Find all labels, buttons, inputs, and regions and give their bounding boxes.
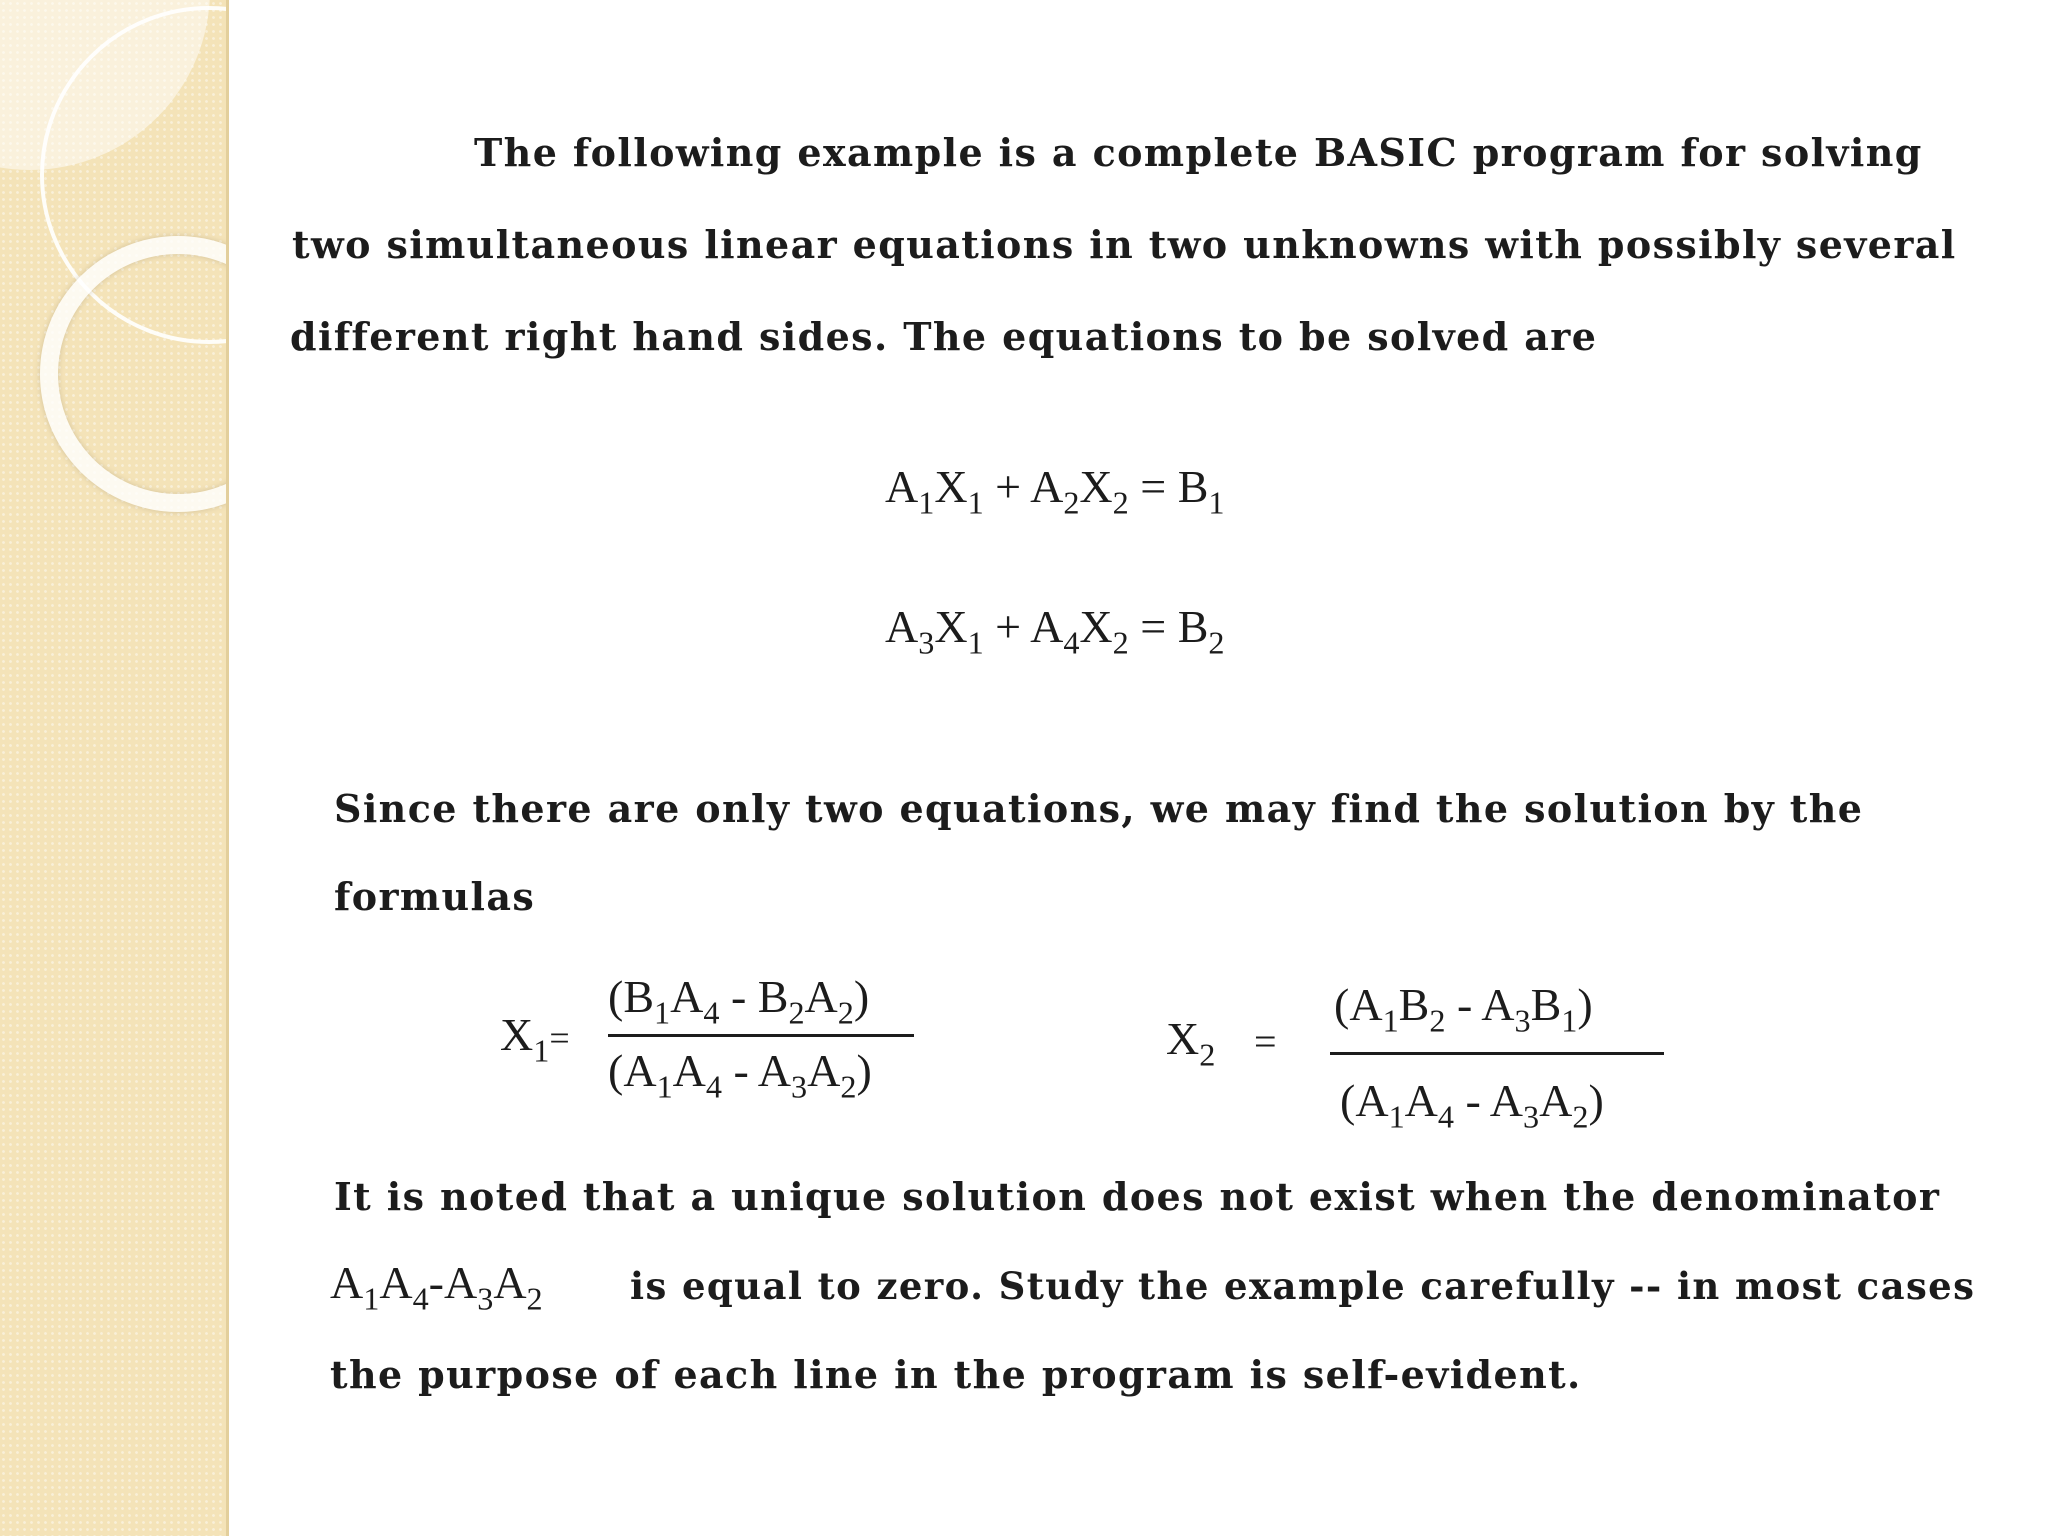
para3-line3: the purpose of each line in the program is self-evident. [330,1352,1582,1397]
para2-line2: formulas [334,874,536,919]
para1-line2: two simultaneous linear equations in two unknowns with possibly several [292,222,1957,267]
formula-x2-denominator: $(A_1A_4 - A_3A_2)$ [1340,1075,1604,1135]
formula-x1-fraction-bar [608,1034,914,1037]
formula-x2-lhs: $X_2$ [1166,1013,1216,1073]
para2-line1: Since there are only two equations, we may find the solution by the [334,786,1864,831]
decorative-ring-small [40,236,228,512]
para1-line3: different right hand sides. The equations to be solved are [290,314,1598,359]
equation-1: $A_1X_1 + A_2X_2 = B_1$ [885,461,1225,521]
formula-x1-numerator: $(B_1A_4 - B_2A_2)$ [608,971,870,1031]
para3-line1: It is noted that a unique solution does not exist when the denominator [334,1174,1941,1219]
para1-line1: The following example is a complete BASIC program for solving [474,130,1923,175]
formula-x1-lhs: $X_1=$ [500,1009,570,1069]
decorative-sidebar [0,0,228,1536]
denominator-expression: $A_1A_4-A_3A_2$ [330,1257,543,1317]
para3-line2: is equal to zero. Study the example carefully -- in most cases [630,1264,1976,1308]
formula-x2-fraction-bar [1330,1052,1664,1055]
formula-x2-numerator: $(A_1B_2 - A_3B_1)$ [1334,979,1593,1039]
formula-x1-denominator: $(A_1A_4 - A_3A_2)$ [608,1045,872,1105]
formula-x2-equals: = [1254,1019,1277,1064]
sidebar-edge [226,0,229,1536]
equation-2: $A_3X_1 + A_4X_2 = B_2$ [885,601,1225,661]
